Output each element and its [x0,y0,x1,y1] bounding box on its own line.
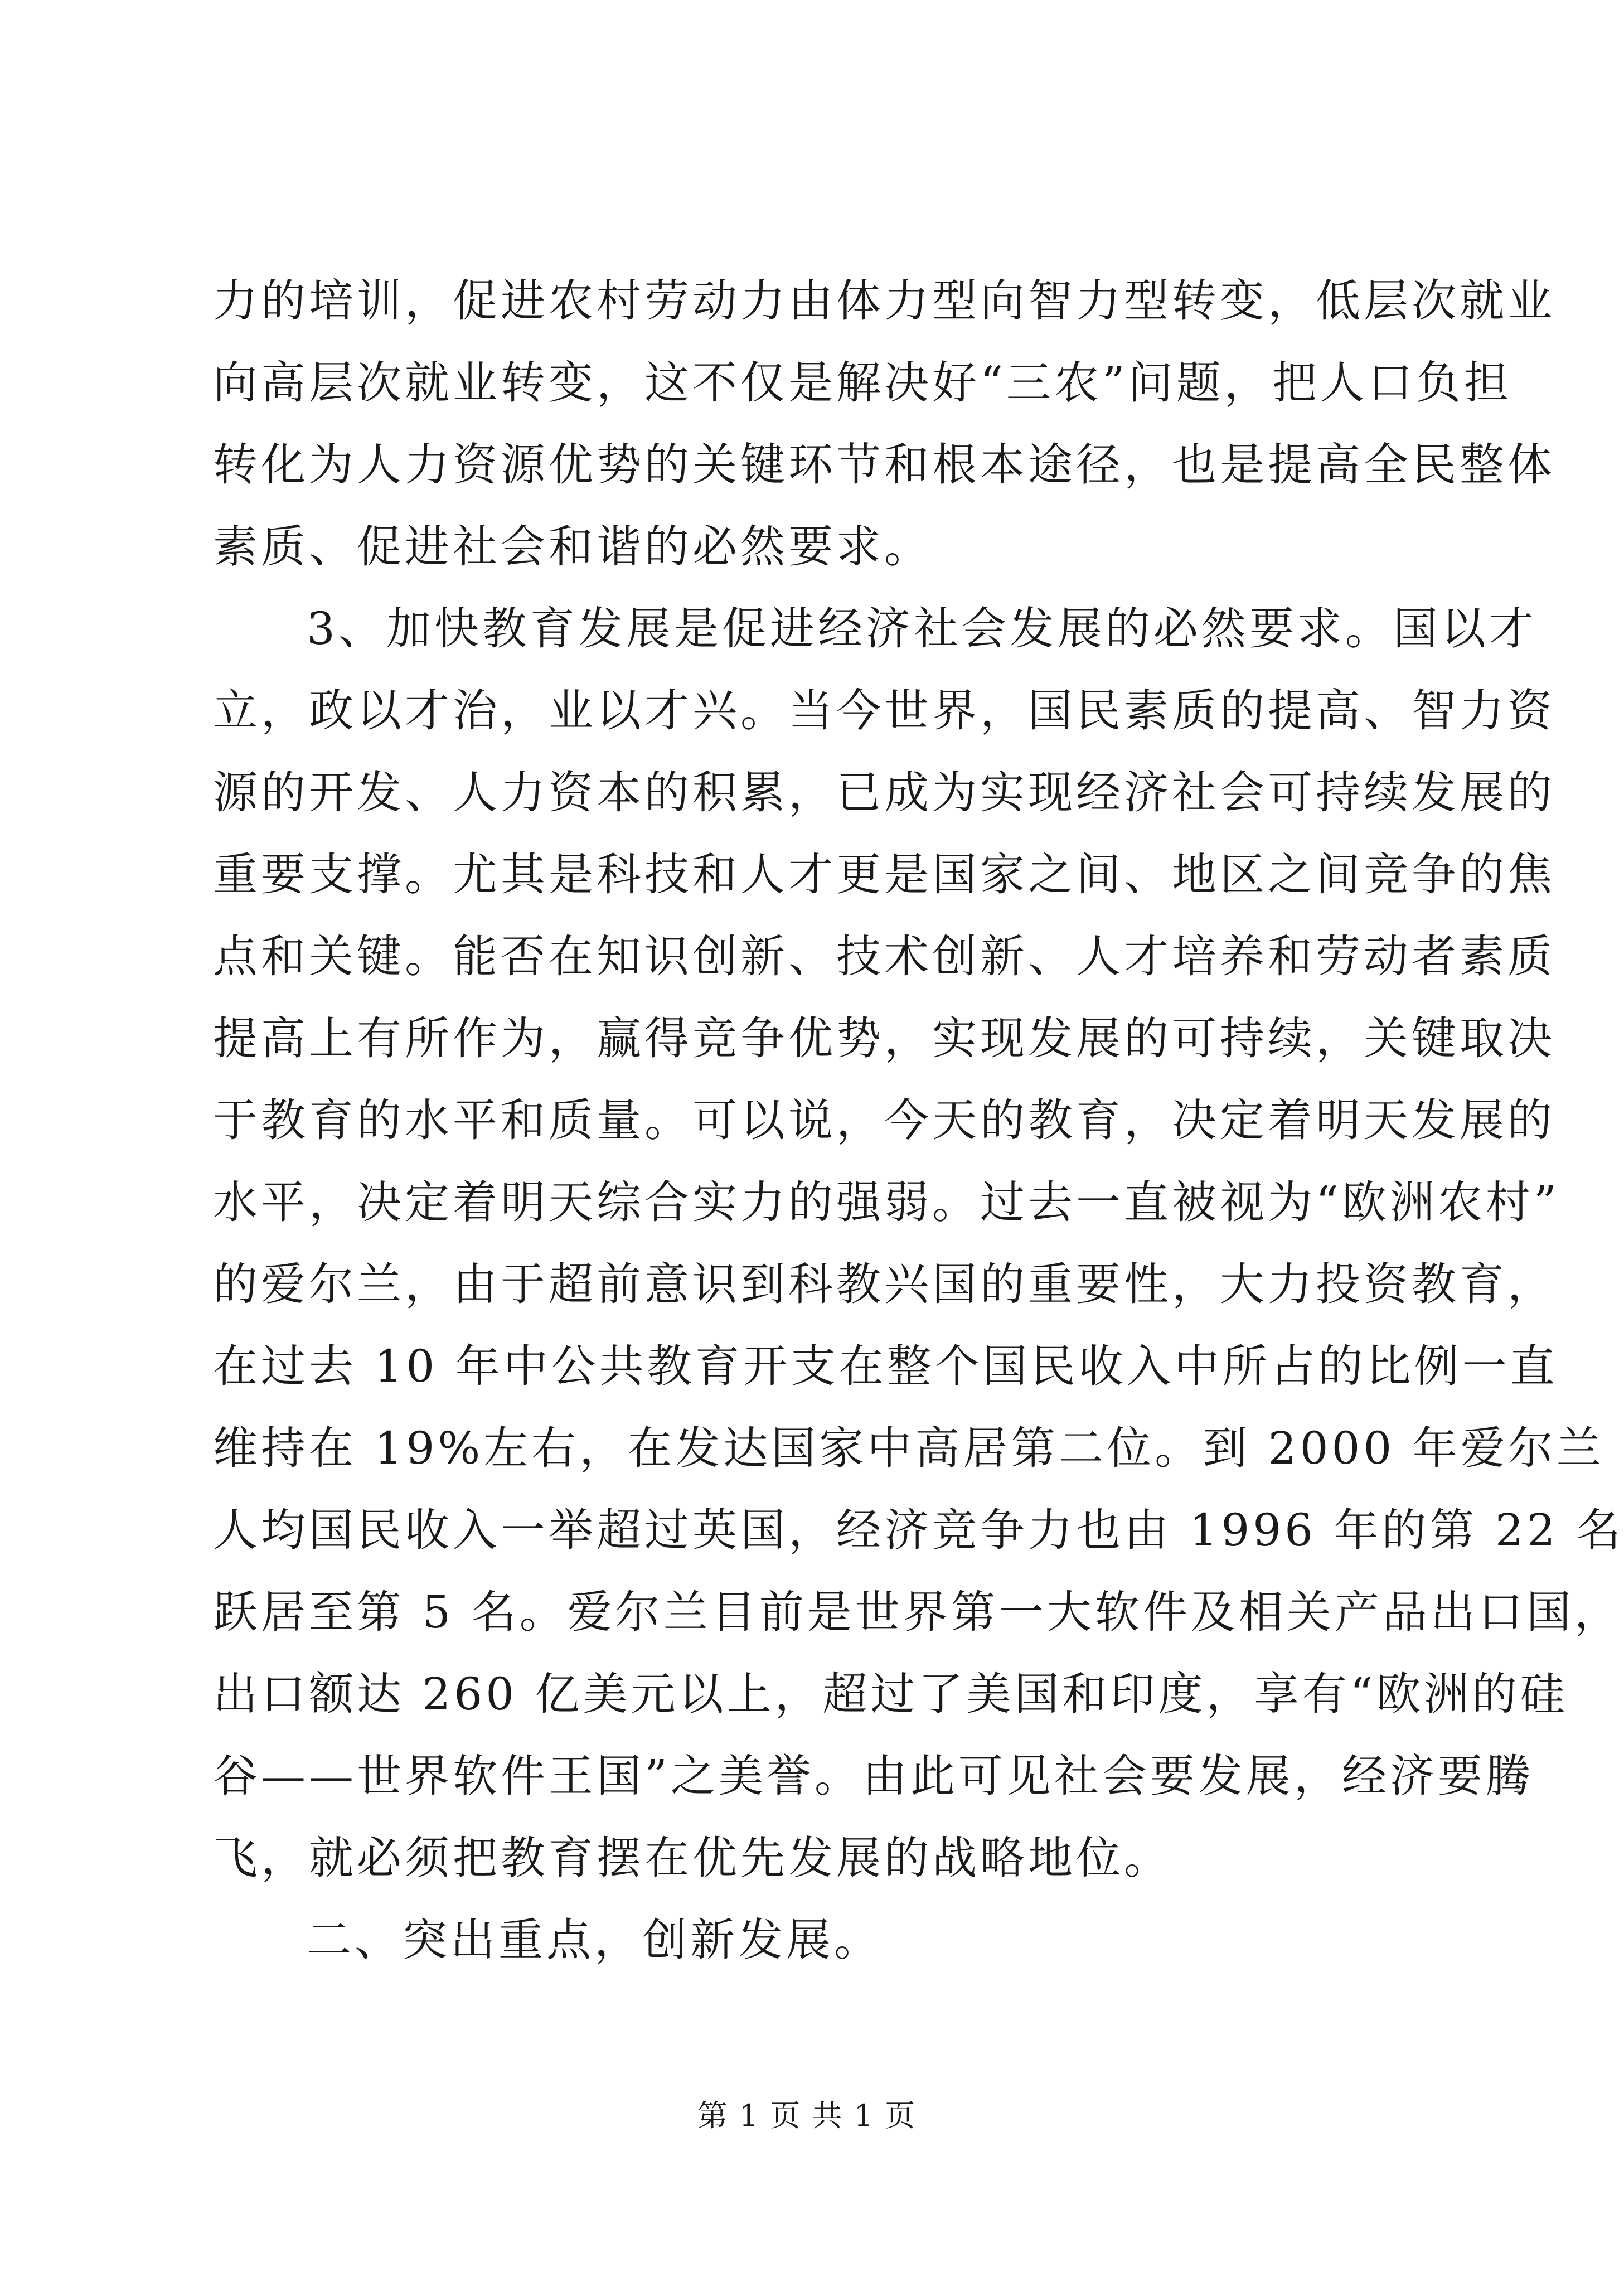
text-line: 源的开发、人力资本的积累，已成为实现经济社会可持续发展的 [213,767,1555,818]
text-line: 向高层次就业转变，这不仅是解决好“三农”问题，把人口负担 [213,357,1512,409]
text-line: 维持在 19%左右，在发达国家中高居第二位。到 2000 年爱尔兰 [213,1422,1604,1474]
text-line: 于教育的水平和质量。可以说，今天的教育，决定着明天发展的 [213,1094,1555,1146]
text-line: 力的培训，促进农村劳动力由体力型向智力型转变，低层次就业 [213,275,1555,327]
text-line: 跃居至第 5 名。爱尔兰目前是世界第一大软件及相关产品出口国， [213,1586,1622,1638]
document-body [213,260,1624,1981]
text-line: 人均国民收入一举超过英国，经济竞争力也由 1996 年的第 22 名 [213,1504,1624,1556]
text-line: 点和关键。能否在知识创新、技术创新、人才培养和劳动者素质 [213,931,1555,982]
text-line: 提高上有所作为，赢得竞争优势，实现发展的可持续，关键取决 [213,1012,1555,1064]
section-heading: 二、突出重点，创新发展。 [307,1914,882,1966]
text-line: 出口额达 260 亿美元以上，超过了美国和印度，享有“欧洲的硅 [213,1668,1568,1720]
text-line: 立，政以才治，业以才兴。当今世界，国民素质的提高、智力资 [213,685,1555,737]
text-line: 在过去 10 年中公共教育开支在整个国民收入中所占的比例一直 [213,1340,1558,1392]
paragraph-start-line: 3、加快教育发展是促进经济社会发展的必然要求。国以才 [307,603,1537,655]
text-line: 的爱尔兰，由于超前意识到科教兴国的重要性，大力投资教育， [213,1258,1555,1310]
page-number-footer: 第 1 页 共 1 页 [697,2098,917,2133]
text-line: 重要支撑。尤其是科技和人才更是国家之间、地区之间竞争的焦 [213,849,1555,900]
text-line: 谷——世界软件王国”之美誉。由此可见社会要发展，经济要腾 [213,1750,1534,1802]
text-line: 飞，就必须把教育摆在优先发展的战略地位。 [213,1832,1172,1884]
text-line: 水平，决定着明天综合实力的强弱。过去一直被视为“欧洲农村” [213,1176,1560,1228]
text-line: 转化为人力资源优势的关键环节和根本途径，也是提高全民整体 [213,439,1555,491]
text-line: 素质、促进社会和谐的必然要求。 [213,521,932,573]
